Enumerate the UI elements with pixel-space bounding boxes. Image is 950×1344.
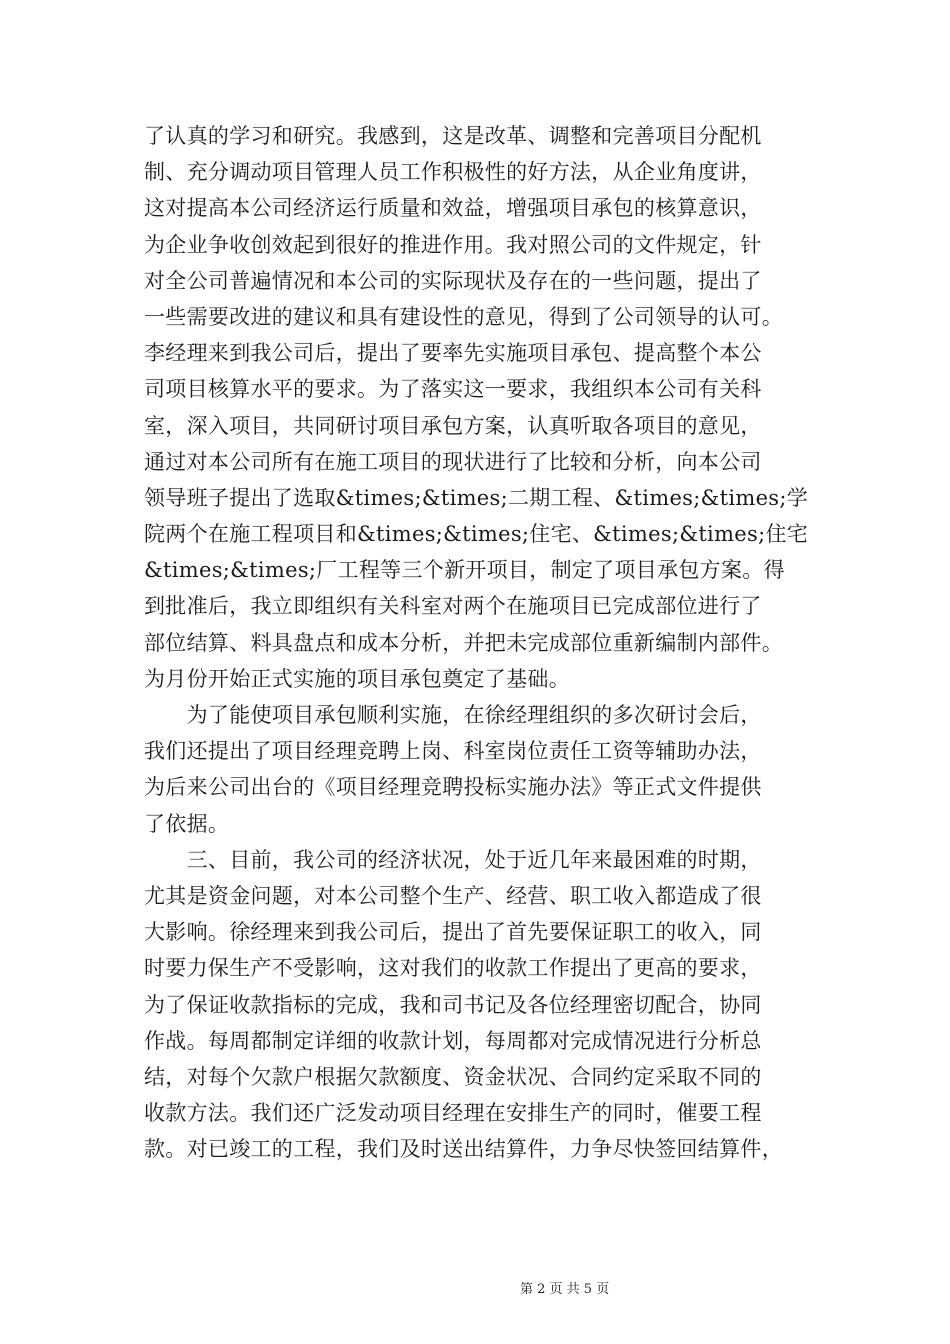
text-line: 一些需要改进的建议和具有建设性的意见，得到了公司领导的认可。 — [144, 304, 783, 329]
text-line: 李经理来到我公司后，提出了要率先实施项目承包、提高整个本公 — [144, 341, 762, 366]
text-line: 了依据。 — [144, 811, 230, 836]
text-line: 通过对本公司所有在施工项目的现状进行了比较和分析，向本公司 — [144, 449, 762, 474]
text-line: 为月份开始正式实施的项目承包奠定了基础。 — [144, 666, 570, 691]
text-line: 三、目前，我公司的经济状况，处于近几年来最困难的时期， — [144, 847, 762, 872]
text-line: 大影响。徐经理来到我公司后，提出了首先要保证职工的收入，同 — [144, 920, 762, 945]
text-line: 尤其是资金问题，对本公司整个生产、经营、职工收入都造成了很 — [144, 883, 762, 908]
text-line: 结，对每个欠款户根据欠款额度、资金状况、合同约定采取不同的 — [144, 1064, 762, 1089]
text-line: 院两个在施工程项目和&times;&times;住宅、&times;&times;住宅 — [144, 522, 809, 547]
text-line: 作战。每周都制定详细的收款计划，每周都对完成情况进行分析总 — [144, 1028, 762, 1053]
text-line: 为后来公司出台的《项目经理竞聘投标实施办法》等正式文件提供 — [144, 775, 762, 800]
text-line: 收款方法。我们还广泛发动项目经理在安排生产的同时，催要工程 — [144, 1101, 762, 1126]
text-line: 领导班子提出了选取&times;&times;二期工程、&times;&times;学 — [144, 485, 809, 510]
text-line: 我们还提出了项目经理竞聘上岗、科室岗位责任工资等辅助办法， — [144, 739, 762, 764]
text-line: 为企业争收创效起到很好的推进作用。我对照公司的文件规定，针 — [144, 232, 762, 257]
text-line: 为了能使项目承包顺利实施，在徐经理组织的多次研讨会后， — [144, 703, 762, 727]
text-line: 对全公司普遍情况和本公司的实际现状及存在的一些问题，提出了 — [144, 268, 762, 293]
text-line: 部位结算、料具盘点和成本分析，并把未完成部位重新编制内部件。 — [144, 630, 783, 655]
text-line: 司项目核算水平的要求。为了落实这一要求，我组织本公司有关科 — [144, 377, 762, 402]
page-number-footer: 第 2 页 共 5 页 — [520, 1282, 610, 1297]
text-line: 了认真的学习和研究。我感到，这是改革、调整和完善项目分配机 — [144, 124, 762, 148]
text-line: 到批准后，我立即组织有关科室对两个在施项目已完成部位进行了 — [144, 594, 762, 619]
text-line: &times;&times;厂工程等三个新开项目，制定了项目承包方案。得 — [144, 558, 785, 583]
text-line: 室，深入项目，共同研讨项目承包方案，认真听取各项目的意见， — [144, 413, 762, 438]
text-line: 为了保证收款指标的完成，我和司书记及各位经理密切配合，协同 — [144, 992, 762, 1017]
text-line: 这对提高本公司经济运行质量和效益，增强项目承包的核算意识， — [144, 196, 762, 221]
text-line: 款。对已竣工的工程，我们及时送出结算件，力争尽快签回结算件， — [144, 1137, 783, 1162]
text-line: 时要力保生产不受影响，这对我们的收款工作提出了更高的要求， — [144, 956, 762, 981]
body-text — [144, 118, 824, 1167]
text-line: 制、充分调动项目管理人员工作积极性的好方法，从企业角度讲， — [144, 160, 762, 185]
